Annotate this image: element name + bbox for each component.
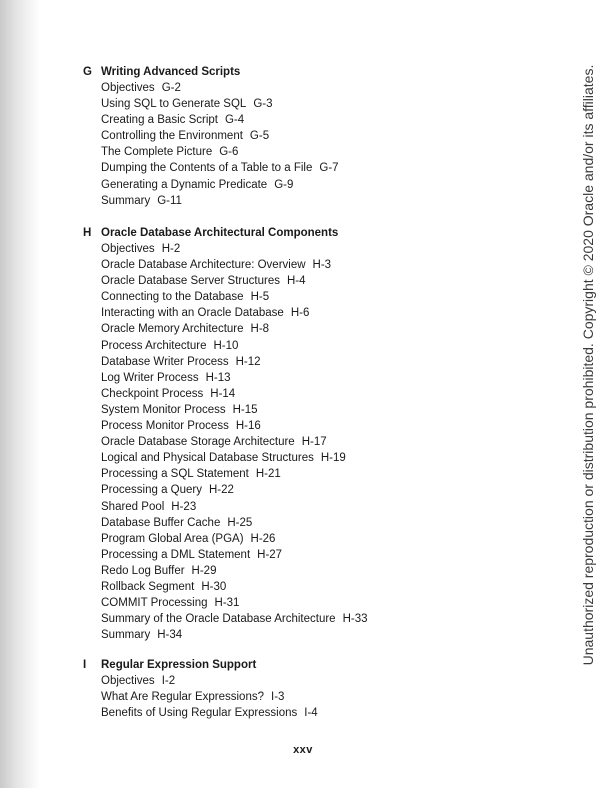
entry-label: Benefits of Using Regular Expressions — [101, 707, 298, 720]
toc-entry[interactable] — [101, 402, 368, 418]
entry-page: H-2 — [161, 243, 181, 255]
entry-page: H-13 — [205, 371, 231, 384]
entry-page: H-12 — [235, 355, 261, 368]
section-title[interactable]: Writing Advanced Scripts — [101, 66, 241, 78]
toc-entry[interactable] — [101, 547, 368, 563]
entry-page: I-2 — [161, 675, 176, 687]
entry-page: H-5 — [250, 291, 270, 304]
toc-entry[interactable] — [101, 193, 339, 209]
entry-page: H-33 — [342, 613, 368, 626]
entry-page: H-25 — [227, 516, 253, 529]
toc-entry[interactable] — [101, 595, 368, 611]
entry-page: G-3 — [253, 98, 273, 111]
toc-entry[interactable] — [101, 338, 368, 354]
entry-label: Objectives — [101, 243, 155, 255]
entry-label: Oracle Database Storage Architecture — [101, 436, 295, 449]
toc-entry[interactable] — [101, 689, 318, 705]
entry-label: Creating a Basic Script — [101, 114, 218, 127]
entry-page: G-4 — [224, 114, 245, 127]
toc-entry[interactable] — [101, 673, 318, 689]
toc-entry[interactable] — [101, 112, 339, 128]
entry-page: H-6 — [290, 307, 310, 320]
entry-label: What Are Regular Expressions? — [101, 691, 264, 704]
entry-label: Connecting to the Database — [101, 291, 244, 304]
toc-entry[interactable] — [101, 466, 368, 482]
entry-label: Shared Pool — [101, 500, 165, 513]
toc-entry[interactable] — [101, 144, 339, 160]
entry-page: G-7 — [319, 162, 339, 175]
section-title[interactable]: Regular Expression Support — [101, 659, 257, 671]
entry-label: Using SQL to Generate SQL — [101, 98, 247, 111]
entry-label: Objectives — [101, 82, 155, 94]
entry-label: Processing a SQL Statement — [101, 468, 249, 481]
entry-label: Process Architecture — [101, 339, 207, 352]
toc-entry[interactable] — [101, 386, 368, 402]
toc-entry[interactable] — [101, 531, 368, 547]
entry-label: Logical and Physical Database Structures — [101, 452, 314, 465]
entry-page: H-30 — [201, 580, 227, 593]
section-letter: I — [83, 659, 87, 671]
toc-entry[interactable] — [101, 289, 368, 305]
toc-entry[interactable] — [101, 96, 339, 112]
entry-label: Processing a Query — [101, 484, 202, 497]
toc-entry[interactable] — [101, 515, 368, 531]
entry-page: G-11 — [157, 194, 182, 207]
section-letter: H — [83, 227, 92, 239]
entry-page: H-23 — [171, 500, 197, 513]
entry-label: Oracle Memory Architecture — [101, 323, 244, 336]
entry-page: I-3 — [271, 691, 285, 704]
toc-entry[interactable] — [101, 450, 368, 466]
toc-entry[interactable] — [101, 482, 368, 498]
entry-label: System Monitor Process — [101, 403, 226, 416]
entry-page: H-26 — [250, 532, 276, 545]
entry-label: Program Global Area (PGA) — [101, 532, 244, 545]
entry-page: H-34 — [157, 629, 183, 642]
entry-page: H-15 — [232, 403, 258, 416]
entry-label: Rollback Segment — [101, 580, 195, 593]
entry-page: H-31 — [214, 597, 240, 610]
entry-label: Summary of the Oracle Database Architecture — [101, 613, 336, 626]
entry-label: Database Writer Process — [101, 355, 229, 368]
toc-entry[interactable] — [101, 321, 368, 337]
entry-page: G-9 — [274, 178, 294, 191]
section-letter: G — [83, 66, 92, 78]
entry-page: G-2 — [161, 82, 181, 94]
toc-entry[interactable] — [101, 418, 368, 434]
entry-page: G-6 — [219, 146, 239, 159]
page-number: xxv — [293, 744, 313, 756]
toc-entry[interactable] — [101, 160, 339, 176]
toc-entry[interactable] — [101, 305, 368, 321]
entry-label: Summary — [101, 629, 151, 642]
toc-entry[interactable] — [101, 128, 339, 144]
entry-page: G-5 — [249, 130, 270, 143]
toc-entry[interactable] — [101, 257, 368, 273]
toc-entry[interactable] — [101, 579, 368, 595]
entry-page: H-10 — [213, 339, 239, 352]
toc-entry[interactable] — [101, 499, 368, 515]
entry-label: COMMIT Processing — [101, 597, 208, 610]
toc-entry[interactable] — [101, 177, 339, 193]
entry-page: H-16 — [235, 420, 261, 433]
toc-entry[interactable] — [101, 705, 318, 721]
toc-entry[interactable] — [101, 241, 368, 257]
entry-page: H-29 — [191, 564, 217, 577]
entry-label: Oracle Database Server Structures — [101, 275, 280, 288]
entry-label: Objectives — [101, 675, 155, 687]
toc-entry[interactable] — [101, 370, 368, 386]
entry-label: Generating a Dynamic Predicate — [101, 178, 268, 191]
entry-label: The Complete Picture — [101, 146, 213, 159]
entry-page: H-19 — [320, 452, 346, 465]
entry-label: Redo Log Buffer — [101, 564, 185, 577]
toc-entry[interactable] — [101, 80, 339, 96]
entry-label: Interacting with an Oracle Database — [101, 307, 284, 320]
entry-page: H-17 — [301, 436, 327, 449]
copyright-watermark: Unauthorized reproduction or distribution prohibited. Copyright © 2020 Oracle and/or its affiliates. — [580, 64, 596, 666]
entry-label: Oracle Database Architecture: Overview — [101, 259, 306, 272]
entry-page: H-22 — [209, 484, 234, 497]
entry-label: Process Monitor Process — [101, 420, 229, 433]
entry-page: H-4 — [286, 275, 306, 288]
entry-label: Dumping the Contents of a Table to a File — [101, 162, 313, 175]
toc-entry[interactable] — [101, 273, 368, 289]
toc-entry[interactable] — [101, 563, 368, 579]
entry-label: Database Buffer Cache — [101, 516, 221, 529]
entry-label: Processing a DML Statement — [101, 548, 251, 561]
toc-entry[interactable] — [101, 627, 368, 643]
toc-entry[interactable] — [101, 611, 368, 627]
entry-label: Summary — [101, 194, 151, 207]
entry-page: H-27 — [257, 548, 283, 561]
entry-page: H-3 — [312, 259, 332, 272]
entry-page: H-21 — [255, 468, 281, 481]
toc-entry[interactable] — [101, 434, 368, 450]
entry-page: H-8 — [250, 323, 270, 336]
section-title[interactable]: Oracle Database Architectural Components — [101, 227, 339, 239]
entry-label: Checkpoint Process — [101, 387, 204, 400]
entry-page: I-4 — [304, 707, 318, 720]
toc-entry[interactable] — [101, 354, 368, 370]
entry-label: Controlling the Environment — [101, 130, 243, 143]
entry-page: H-14 — [210, 387, 236, 400]
entry-label: Log Writer Process — [101, 371, 199, 384]
